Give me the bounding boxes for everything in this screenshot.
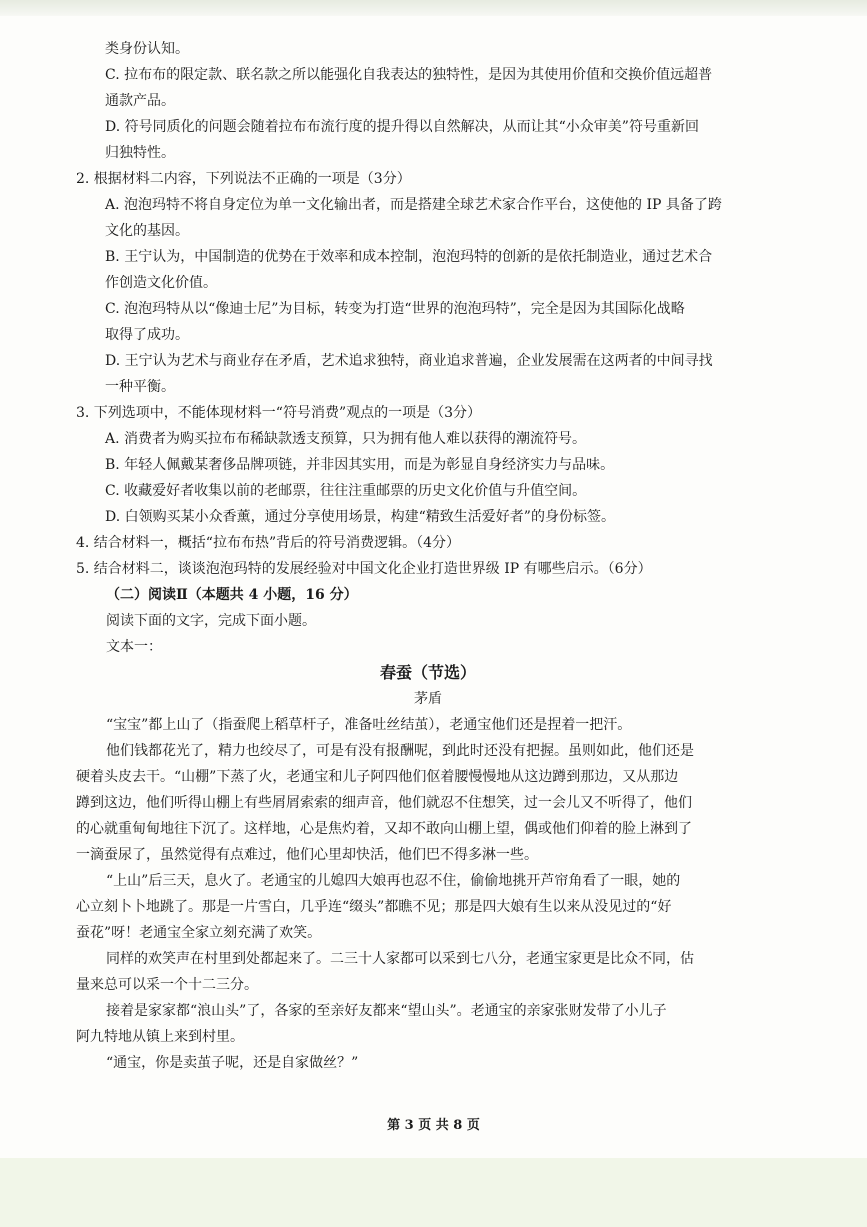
text-line: 取得了成功。 <box>105 327 189 343</box>
text-line: 硬着头皮去干。“山棚”下蒸了火，老通宝和儿子阿四他们伛着腰慢慢地从这边蹲到那边，又从那边 <box>76 769 679 785</box>
text-line: C. 收藏爱好者收集以前的老邮票，往往注重邮票的历史文化价值与升值空间。 <box>105 483 587 499</box>
text-line: 通款产品。 <box>105 93 175 109</box>
text-line: 蹲到这边，他们听得山棚上有些屑屑索索的细声音，他们就忍不住想笑，过一会儿又不听得了，他们 <box>76 795 692 811</box>
text-line: 同样的欢笑声在村里到处都起来了。二三十人家都可以采到七八分，老通宝家更是比众不同，估 <box>106 951 694 967</box>
text-line: （二）阅读Ⅱ（本题共 4 小题，16 分） <box>106 587 358 603</box>
text-line: D. 符号同质化的问题会随着拉布布流行度的提升得以自然解决，从而让其“小众审美”符号重新回 <box>105 119 699 135</box>
text-line: 他们钱都花光了，精力也绞尽了，可是有没有报酬呢，到此时还没有把握。虽则如此，他们还是 <box>106 743 694 759</box>
text-line: 5. 结合材料二，谈谈泡泡玛特的发展经验对中国文化企业打造世界级 IP 有哪些启示。（6分） <box>76 561 652 577</box>
text-line: “通宝，你是卖茧子呢，还是自家做丝？” <box>106 1055 359 1071</box>
text-line: “上山”后三天，息火了。老通宝的儿媳四大娘再也忍不住，偷偷地挑开芦帘角看了一眼，她的 <box>106 873 681 889</box>
text-line: C. 泡泡玛特从以“像迪士尼”为目标，转变为打造“世界的泡泡玛特”，完全是因为其国际化战略 <box>105 301 685 317</box>
text-line: 文本一： <box>106 639 162 655</box>
text-line: “宝宝”都上山了（指蚕爬上稻草杆子，准备吐丝结茧），老通宝他们还是捏着一把汗。 <box>106 717 632 733</box>
text-line: 阿九特地从镇上来到村里。 <box>76 1029 244 1045</box>
text-line: B. 年轻人佩戴某奢侈品牌项链，并非因其实用，而是为彰显自身经济实力与品味。 <box>105 457 615 473</box>
scan-top-edge <box>0 0 867 16</box>
text-line: A. 消费者为购买拉布布稀缺款透支预算，只为拥有他人难以获得的潮流符号。 <box>105 431 587 447</box>
text-line: 一滴蚕尿了，虽然觉得有点难过，他们心里却快活，他们巴不得多淋一些。 <box>76 847 538 863</box>
text-line: 接着是家家都“浪山头”了，各家的至亲好友都来“望山头”。老通宝的亲家张财发带了小儿子 <box>106 1003 667 1019</box>
text-line: 春蚕（节选） <box>379 663 476 682</box>
text-line: C. 拉布布的限定款、联名款之所以能强化自我表达的独特性，是因为其使用价值和交换价值远超普 <box>105 67 713 83</box>
text-line: 量来总可以采一个十二三分。 <box>76 977 258 993</box>
text-line: D. 白领购买某小众香薰，通过分享使用场景，构建“精致生活爱好者”的身份标签。 <box>105 509 615 525</box>
text-line: B. 王宁认为，中国制造的优势在于效率和成本控制，泡泡玛特的创新的是依托制造业，通过艺术合 <box>105 249 713 265</box>
text-line: 心立刻卜卜地跳了。那是一片雪白，几乎连“缀头”都瞧不见；那是四大娘有生以来从没见过的“好 <box>76 899 672 915</box>
text-line: 蚕花”呀！老通宝全家立刻充满了欢笑。 <box>76 925 322 941</box>
text-line: 的心就重甸甸地往下沉了。这样地，心是焦灼着，又却不敢向山棚上望，偶或他们仰着的脸上淋到了 <box>76 821 692 837</box>
text-line: 2. 根据材料二内容，下列说法不正确的一项是（3分） <box>76 171 411 187</box>
text-line: 文化的基因。 <box>105 223 189 239</box>
text-line: 4. 结合材料一，概括“拉布布热”背后的符号消费逻辑。（4分） <box>76 535 461 551</box>
text-line: 3. 下列选项中，不能体现材料一“符号消费”观点的一项是（3分） <box>76 405 482 421</box>
page-number: 第 3 页 共 8 页 <box>387 1118 480 1133</box>
text-line: A. 泡泡玛特不将自身定位为单一文化输出者，而是搭建全球艺术家合作平台，这使他的 IP 具备了跨 <box>105 197 722 213</box>
text-line: 阅读下面的文字，完成下面小题。 <box>106 613 316 629</box>
scan-bottom-edge <box>0 1158 867 1227</box>
text-line: 茅盾 <box>414 691 442 707</box>
text-line: 作创造文化价值。 <box>105 275 217 291</box>
text-line: D. 王宁认为艺术与商业存在矛盾，艺术追求独特，商业追求普遍，企业发展需在这两者的中间寻找 <box>105 353 713 369</box>
text-line: 类身份认知。 <box>105 41 189 57</box>
text-line: 一种平衡。 <box>105 379 175 395</box>
text-line: 归独特性。 <box>105 145 175 161</box>
page-content <box>76 36 780 1076</box>
